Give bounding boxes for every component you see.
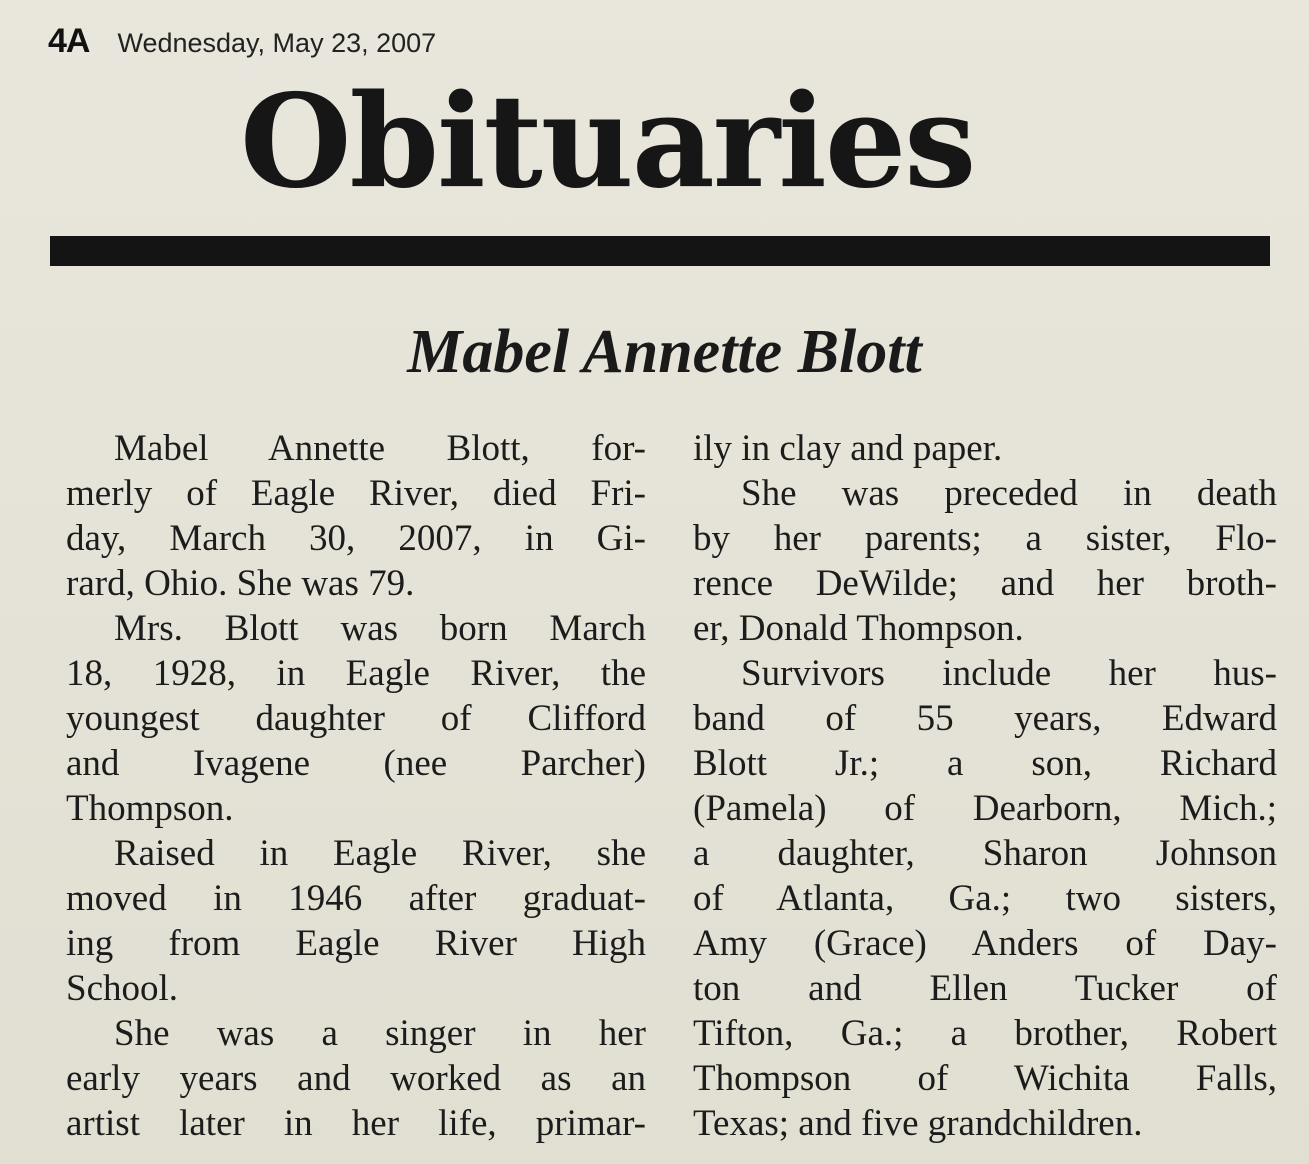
obituary-name: Mabel Annette Blott xyxy=(407,318,922,386)
issue-date: Wednesday, May 23, 2007 xyxy=(117,28,437,58)
text-line: Blott Jr.; a son, Richard xyxy=(693,743,1277,784)
text-line: early years and worked as an xyxy=(66,1058,646,1099)
text-line: ton and Ellen Tucker of xyxy=(693,968,1277,1009)
obituary-column-left xyxy=(66,426,646,1146)
text-line: Mrs. Blott was born March xyxy=(114,608,646,649)
text-line: youngest daughter of Clifford xyxy=(66,698,646,739)
text-line: merly of Eagle River, died Fri- xyxy=(66,473,646,514)
text-line: rence DeWilde; and her broth- xyxy=(693,563,1277,604)
text-line: Thompson of Wichita Falls, xyxy=(693,1058,1277,1099)
text-line: rard, Ohio. She was 79. xyxy=(66,563,415,604)
text-line: by her parents; a sister, Flo- xyxy=(693,518,1277,559)
text-line: ing from Eagle River High xyxy=(66,923,646,964)
text-line: a daughter, Sharon Johnson xyxy=(693,833,1277,874)
text-line: Survivors include her hus- xyxy=(741,653,1277,694)
text-line: artist later in her life, primar- xyxy=(66,1103,646,1144)
page-header xyxy=(48,22,436,62)
text-line: and Ivagene (nee Parcher) xyxy=(66,743,646,784)
text-line: Tifton, Ga.; a brother, Robert xyxy=(693,1013,1277,1054)
text-line: (Pamela) of Dearborn, Mich.; xyxy=(693,788,1277,829)
text-line: day, March 30, 2007, in Gi- xyxy=(66,518,646,559)
text-line: of Atlanta, Ga.; two sisters, xyxy=(693,878,1277,919)
text-line: Amy (Grace) Anders of Day- xyxy=(693,923,1277,964)
text-line: moved in 1946 after graduat- xyxy=(66,878,646,919)
text-line: She was preceded in death xyxy=(741,473,1277,514)
text-line: ily in clay and paper. xyxy=(693,428,1003,469)
page-number: 4A xyxy=(48,22,90,60)
text-line: 18, 1928, in Eagle River, the xyxy=(66,653,646,694)
text-line: Mabel Annette Blott, for- xyxy=(114,428,646,469)
text-line: band of 55 years, Edward xyxy=(693,698,1277,739)
text-line: er, Donald Thompson. xyxy=(693,608,1024,649)
text-line: Raised in Eagle River, she xyxy=(114,833,646,874)
text-line: She was a singer in her xyxy=(114,1013,646,1054)
text-line: Texas; and five grandchildren. xyxy=(693,1103,1143,1144)
section-divider xyxy=(50,236,1270,266)
text-line: Thompson. xyxy=(66,788,234,829)
obituary-column-right xyxy=(693,426,1277,1146)
text-line: School. xyxy=(66,968,179,1009)
section-title: Obituaries xyxy=(240,67,975,217)
